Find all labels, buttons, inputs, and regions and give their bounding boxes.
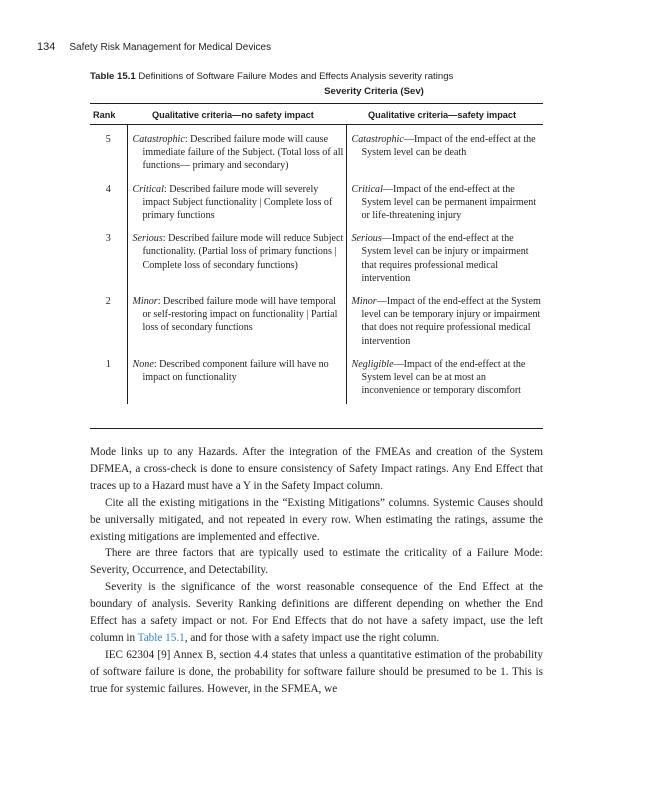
table-label: Table 15.1 (90, 71, 136, 82)
header-no-safety-impact: Qualitative criteria—no safety impact (152, 110, 314, 120)
no-safety-text: : Described failure mode will cause immediate failure of the Subject. (Total loss of all functions— primary and secondary) (142, 134, 344, 172)
no-safety-term: None (132, 358, 154, 370)
table-row (90, 295, 543, 358)
no-safety-term: Critical (132, 183, 164, 195)
running-head-title: Safety Risk Management for Medical Devices (69, 42, 272, 53)
table-caption (90, 71, 453, 82)
rank-cell: 3 (105, 233, 111, 245)
rank-cell: 4 (105, 183, 111, 195)
table-row (90, 183, 543, 233)
safety-term: Catastrophic (351, 134, 404, 145)
safety-cell (346, 232, 543, 295)
severity-criteria-header: Severity Criteria (Sev) (324, 86, 424, 97)
safety-text: —Impact of the end-effect at the System level can be injury or impairment that requires professional medical intervention (361, 233, 529, 284)
header-safety-impact: Qualitative criteria—safety impact (368, 110, 517, 120)
table-row (90, 232, 543, 295)
table-top-rule (90, 103, 543, 104)
table-header-row (90, 107, 543, 124)
table-row (90, 124, 543, 183)
safety-term: Minor (351, 296, 377, 308)
table-super-header (0, 86, 648, 97)
safety-text: —Impact of the end-effect at the System level can be permanent impairment or life-threatening injury (361, 183, 537, 222)
safety-text: —Impact of the end-effect at the System level can be temporary injury or impairment that does not require professional medical intervention (361, 296, 541, 347)
paragraph-4-start: Severity is the significance of the worst reasonable consequence of the End Effect at the boundary of analysis. Severity Ranking definitions are different depending on whether the End Effect has a safety impact or not. For End Effects that do not have a safety impact, use the left column in (90, 581, 543, 644)
paragraph-3: There are three factors that are typically used to estimate the criticality of a Failure Mode: Severity, Occurrence, and Detectability. (90, 547, 543, 577)
paragraph-2: Cite all the existing mitigations in the “Existing Mitigations” columns. Systemic Causes should be universally mitigated, and not repeated in every row. When estimating the ratings, assume the existing mitigations are implemented and effective. (90, 496, 543, 543)
no-safety-cell (127, 232, 346, 295)
safety-term: Critical (351, 183, 383, 195)
safety-cell (346, 183, 543, 233)
page-number: 134 (37, 41, 56, 53)
safety-term: Serious (351, 233, 382, 245)
safety-term: Negligible (351, 358, 394, 370)
severity-table (90, 107, 543, 404)
safety-cell (346, 358, 543, 405)
no-safety-term: Minor (132, 296, 158, 308)
safety-text: —Impact of the end-effect at the System level can be at most an inconvenience or temporary discomfort (361, 358, 526, 397)
no-safety-cell (127, 295, 346, 358)
paragraph-4-end: , and for those with a safety impact use the right column. (184, 631, 440, 644)
safety-text: —Impact of the end-effect at the System level can be death (361, 134, 536, 159)
no-safety-cell (127, 183, 346, 233)
no-safety-text: : Described failure mode will have temporal or self-restoring impact on functionality | Partial loss of secondary functions (142, 296, 338, 334)
table-cross-reference-link[interactable]: Table 15.1 (137, 631, 185, 644)
header-rank: Rank (93, 110, 116, 120)
no-safety-term: Serious (132, 233, 163, 245)
no-safety-text: : Described failure mode will severely impact Subject functionality | Complete loss of primary functions (142, 183, 333, 222)
rank-cell: 2 (105, 296, 111, 308)
table-caption-text: Definitions of Software Failure Modes and Effects Analysis severity ratings (138, 71, 454, 82)
running-head (37, 41, 271, 53)
body-text (90, 444, 543, 698)
paragraph-1: Mode links up to any Hazards. After the integration of the FMEAs and creation of the System DFMEA, a cross-check is done to ensure consistency of Safety Impact ratings. Any End Effect that traces up to a Hazard must have a Y in the Safety Impact column. (90, 446, 543, 492)
rank-cell: 5 (105, 134, 111, 145)
no-safety-text: : Described component failure will have no impact on functionality (142, 358, 329, 384)
no-safety-term: Catastrophic (132, 134, 185, 145)
paragraph-5: IEC 62304 [9] Annex B, section 4.4 states that unless a quantitative estimation of the probability of software failure is done, the probability for software failure should be presumed to be 1. This is true for systemic failures. However, in the SFMEA, we (90, 648, 543, 695)
no-safety-cell (127, 358, 346, 405)
no-safety-cell (127, 124, 346, 183)
table-bottom-rule (90, 428, 543, 429)
safety-cell (346, 295, 543, 358)
safety-cell (346, 124, 543, 183)
rank-cell: 1 (105, 358, 111, 370)
paragraph-4 (90, 579, 543, 647)
no-safety-text: : Described failure mode will reduce Subject functionality. (Partial loss of primary functions | Complete loss of secondary functions) (142, 233, 344, 271)
table-row (90, 358, 543, 405)
